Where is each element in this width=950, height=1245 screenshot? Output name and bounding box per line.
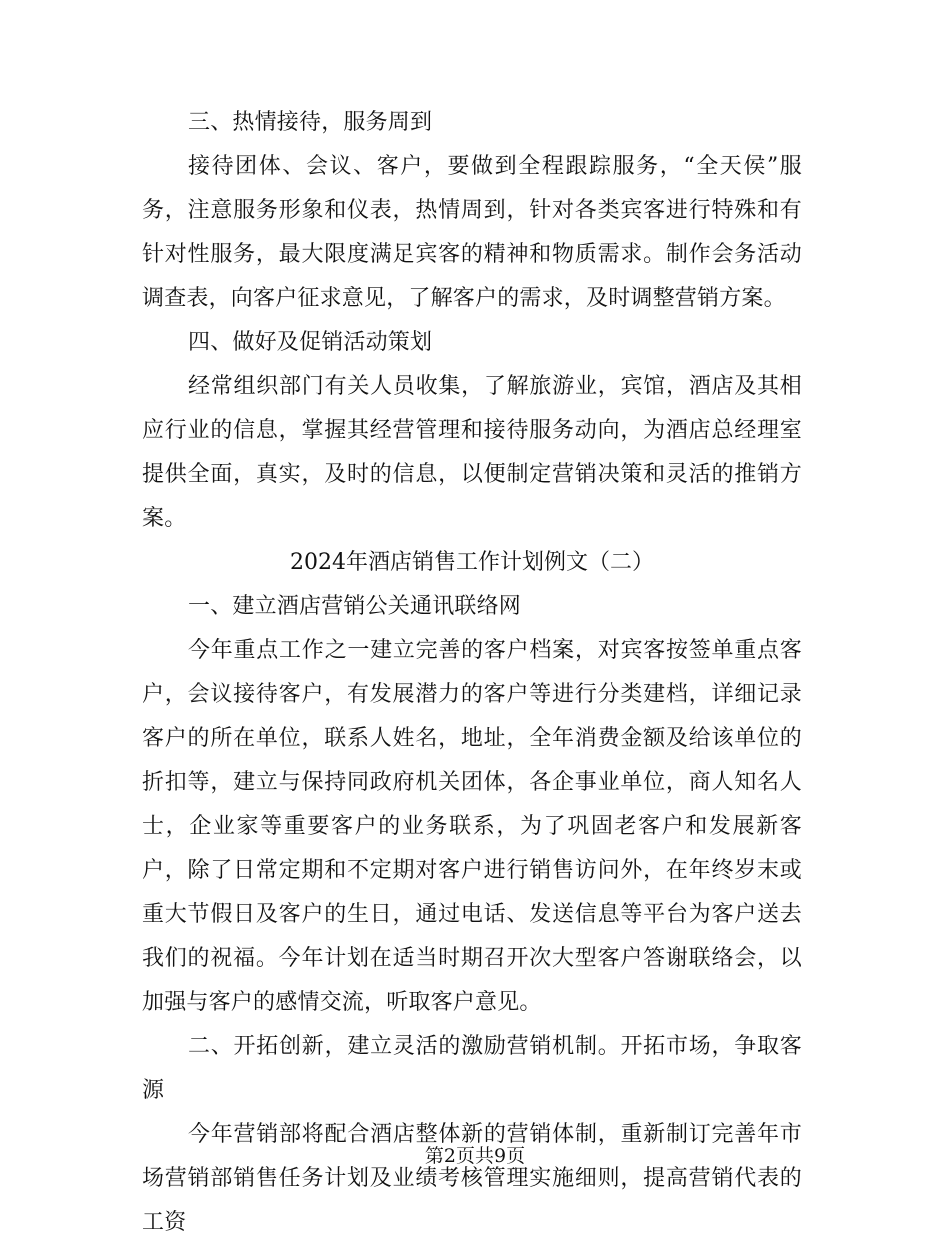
paragraph-reception-service: 接待团体、会议、客户，要做到全程跟踪服务，“全天侯”服务，注意服务形象和仪表，热情周到，针对各类宾客进行特殊和有针对性服务，最大限度满足宾客的精神和物质需求。制作会务活动调查表，向客户征求意见，了解客户的需求，及时调整营销方案。 (142, 154, 802, 311)
section-heading-3: 三、热情接待，服务周到 (188, 110, 433, 135)
paragraph-customer-archive: 今年重点工作之一建立完善的客户档案，对宾客按签单重点客户，会议接待客户，有发展潜力的客户等进行分类建档，详细记录客户的所在单位，联系人姓名，地址，全年消费金额及给该单位的折扣等，建立与保持同政府机关团体，各企事业单位，商人知名人士，企业家等重要客户的业务联系，为了巩固老客户和发展新客户，除了日常定期和不定期对客户进行销售访问外，在年终岁末或重大节假日及客户的生日，通过电话、发送信息等平台为客户送去我们的祝福。今年计划在适当时期召开次大型客户答谢联络会，以加强与客户的感情交流，听取客户意见。 (142, 638, 802, 1015)
section-heading-2: 二、开拓创新，建立灵活的激励营销机制。开拓市场，争取客源 (142, 1034, 802, 1103)
document-title-part-2: 2024年酒店销售工作计划例文（二） (290, 550, 654, 575)
paragraph-promotion-planning: 经常组织部门有关人员收集，了解旅游业，宾馆，酒店及其相应行业的信息，掌握其经营管理和接待服务动向，为酒店总经理室提供全面，真实，及时的信息，以便制定营销决策和灵活的推销方案。 (142, 374, 802, 531)
page-number-footer: 第2页共9页 (424, 1145, 526, 1167)
document-body (142, 101, 802, 1245)
section-heading-1: 一、建立酒店营销公关通讯联络网 (188, 594, 522, 619)
section-heading-4: 四、做好及促销活动策划 (188, 330, 433, 355)
paragraph-marketing-mechanism: 今年营销部将配合酒店整体新的营销体制，重新制订完善年市场营销部销售任务计划及业绩考核管理实施细则，提高营销代表的工资 (142, 1122, 802, 1235)
